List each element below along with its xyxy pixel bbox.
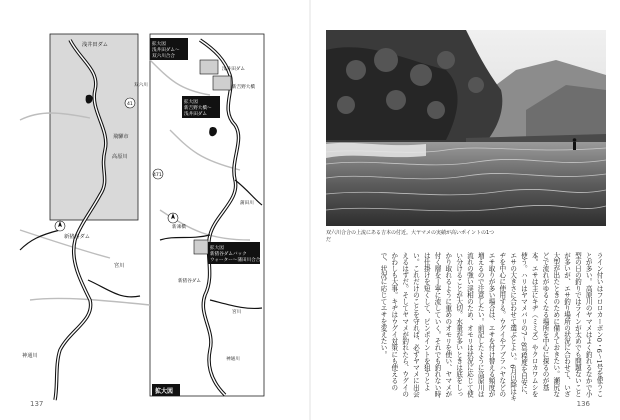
label-kanzugawa-right: 神通川 — [226, 357, 240, 362]
folio-left: 137 — [30, 400, 44, 408]
compass-icon-2 — [168, 213, 178, 223]
svg-text:拡大図: 拡大図 — [184, 100, 198, 105]
label-kamihara-river: 高原川 — [112, 154, 128, 160]
route-marker-41 — [125, 98, 135, 108]
label-shinrei-bridge: 新凍橋 — [172, 225, 186, 230]
callout-b — [182, 96, 220, 118]
callout-c — [208, 242, 261, 264]
svg-text:拡大図: 拡大図 — [210, 246, 224, 251]
label-futatsuro-river: 双六川 — [134, 83, 148, 88]
label-shinyoshino-bridge: 新吉野大橋 — [232, 85, 255, 90]
compass-icon — [55, 221, 65, 231]
svg-text:浅井田ダム〜: 浅井田ダム〜 — [152, 48, 180, 53]
svg-text:新猪谷ダムバック: 新猪谷ダムバック — [210, 252, 247, 257]
svg-text:双六川合合: 双六川合合 — [152, 54, 175, 59]
label-asahida-dam-top: 浅井田ダム — [82, 42, 108, 48]
right-page — [310, 0, 620, 420]
svg-text:新吉野大橋〜: 新吉野大橋〜 — [184, 106, 212, 111]
route-marker-471 — [153, 169, 163, 179]
svg-text:拡大図: 拡大図 — [155, 388, 174, 395]
kakudai-label — [152, 384, 180, 396]
svg-text:471: 471 — [153, 173, 162, 178]
label-kanzugawa-left: 神通川 — [22, 353, 38, 359]
overview-map-frame — [50, 34, 138, 220]
photo-caption: 双六川合合の上流にある吉本の付近。大ヤマメの実績が高いポイントの1つだ — [326, 230, 495, 243]
label-hanto-river: 蒲田川 — [240, 201, 254, 206]
svg-text:ウォーター〜蒲田川合合: ウォーター〜蒲田川合合 — [210, 258, 261, 263]
label-hida-city: 飛騨市 — [113, 134, 129, 140]
label-asahida-dam-right: 浅井田ダム — [222, 67, 245, 72]
svg-text:浅井田ダム: 浅井田ダム — [184, 112, 207, 117]
river-photo — [326, 30, 606, 226]
label-itsuga-dam: 新猪谷ダム — [178, 279, 201, 284]
svg-text:拡大図: 拡大図 — [152, 42, 166, 47]
svg-text:41: 41 — [127, 102, 133, 107]
label-miyagawa-right: 宮川 — [232, 310, 242, 315]
body-text: ライン付いはフロロカーボン0・6〜1号を使うことが多い。高原川のヤマメはよく釣れるなかで小型の日の釣りではラインが太めでも問題ないことが多いが、エサ釣り場所の状況に合わせて、いざ大型が出たときのために備えておきたい。瀬尻などで流れがゆるくなる場所を中心に探るのが基本。エサは主にキヂ（ミミズ）やクロカワムシを使う。ハリはヤマメバリの7〜8号程度を目安に、エサの大きさに合わせて選ぶとよい。6月以降はキヂを中心に使用する。ウグイやアブラハヤなどのエサ取りが多い場合は、エサを付け替える頻度が増えるので注意したい。前記したように高原川は流れの強い渓相のため、オモリは状況に応じて使い分けることが大切。水量が多いときは底をしっかり取れるように重めのオモリを使い、ヤマメが付く層を丁寧に流していく。それでも釣れない時は仕掛けを短くして、ピンポイントを狙うとよい。これだけのことを守れば、必ずヤマメに出会えるはずだ。そしてヤマメが釣れたら、ウグイのかわしも大事。キヂはウグイ対策にも使えるので、状況に応じてエサを変えたい。 — [379, 252, 603, 402]
folio-right: 136 — [576, 400, 590, 408]
label-miyagawa: 宮川 — [114, 263, 125, 269]
label-shinitsuga-dam-left: 新猪谷ダム — [64, 234, 90, 240]
callout-a — [150, 38, 188, 60]
